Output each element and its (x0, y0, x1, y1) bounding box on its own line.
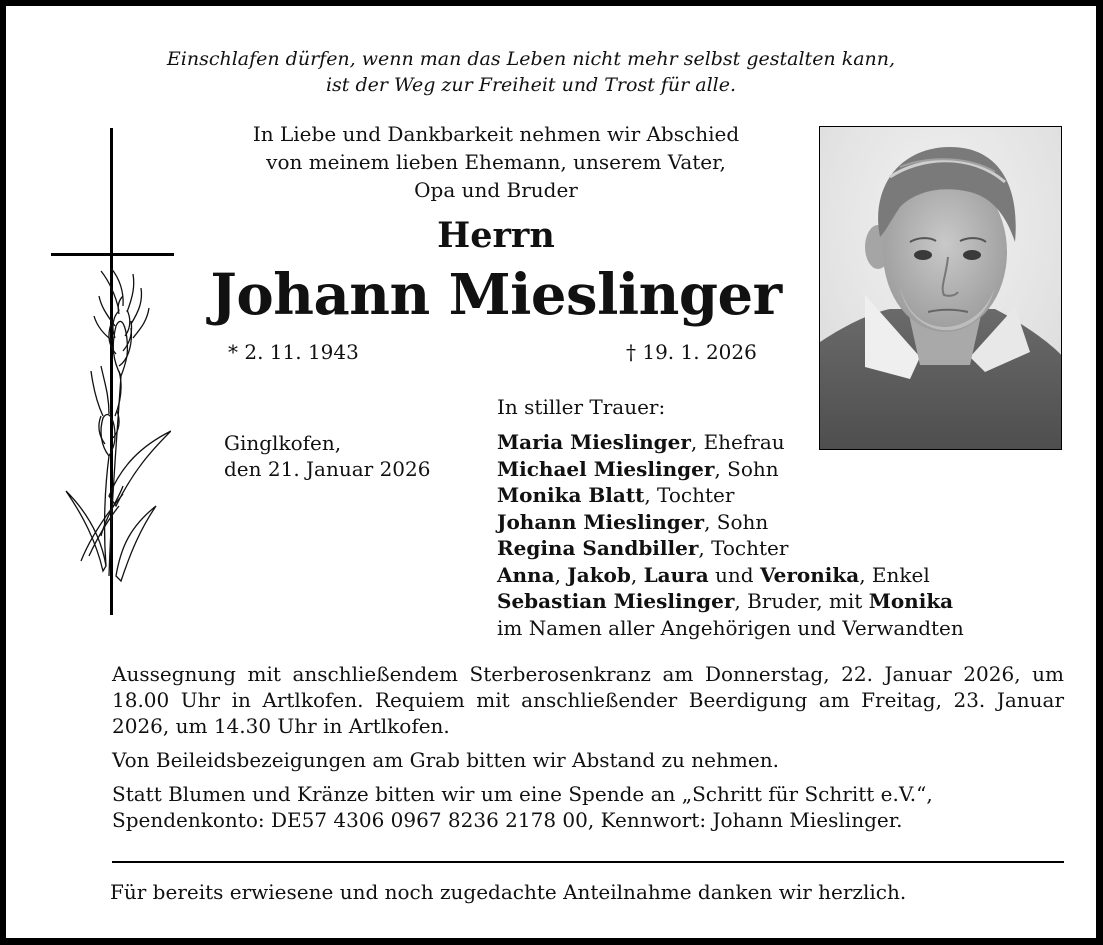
mourner-name: Monika Blatt (497, 483, 645, 507)
partner-name: Monika (868, 589, 954, 613)
condolence-note: Von Beileidsbezeigungen am Grab bitten wir Abstand zu nehmen. (112, 748, 779, 772)
funeral-details: Aussegnung mit anschließendem Sterberosenkranz am Donnerstag, 22. Januar 2026, um 18.00 Uhr in Artlkofen. Requiem mit anschließender Beerdigung am Freitag, 23. Januar 2026, um 14.30 Uhr in Artlkofen. (112, 662, 1064, 738)
wheat-icon (61, 266, 171, 596)
divider (112, 861, 1064, 863)
mourner-row (497, 456, 964, 483)
place-date (224, 430, 430, 482)
grandchild-name: Veronika (759, 562, 860, 587)
separator: , (630, 562, 644, 587)
donation-line-1: Statt Blumen und Kränze bitten wir um eine Spende an „Schritt für Schritt e.V.“, (112, 782, 933, 806)
motto (106, 46, 956, 98)
date: den 21. Januar 2026 (224, 457, 431, 481)
separator: und (708, 562, 760, 587)
mourner-row-brother (497, 588, 964, 615)
grandchild-name: Jakob (567, 562, 631, 587)
mourner-name: Regina Sandbiller (497, 536, 699, 560)
mourner-relation: , Tochter (644, 483, 735, 507)
deceased-name: Johann Mieslinger (210, 262, 782, 328)
place: Ginglkofen, (224, 431, 342, 455)
thanks-note: Für bereits erwiesene und noch zugedachte Anteilnahme danken wir herzlich. (110, 880, 907, 904)
mourners-heading: In stiller Trauer: (497, 395, 666, 419)
separator: , (554, 562, 568, 587)
motto-line-1: Einschlafen dürfen, wenn man das Leben nicht mehr selbst gestalten kann, (166, 48, 896, 70)
mourner-relation: , Sohn (704, 509, 769, 534)
death-date: † 19. 1. 2026 (626, 340, 757, 364)
donation-note (112, 781, 1064, 833)
birth-date: * 2. 11. 1943 (228, 340, 359, 364)
intro-line-2: von meinem lieben Ehemann, unserem Vater, (266, 150, 726, 174)
mourner-relation: , Enkel (859, 562, 930, 587)
mourner-name: Johann Mieslinger (497, 509, 705, 534)
cross-icon-beam (51, 253, 174, 256)
mourner-name: Michael Mieslinger (497, 456, 715, 481)
mourners-list (497, 429, 964, 641)
portrait-photo (819, 126, 1062, 450)
service-info (112, 661, 1064, 841)
mourner-name: Maria Mieslinger (497, 430, 691, 454)
mourner-relation: , Bruder, mit (734, 589, 869, 613)
intro-line-1: In Liebe und Dankbarkeit nehmen wir Abschied (252, 122, 740, 146)
intro-line-3: Opa und Bruder (414, 178, 578, 202)
donation-line-2: Spendenkonto: DE57 4306 0967 8236 2178 00, Kennwort: Johann Mieslinger. (112, 808, 903, 832)
mourner-name: Sebastian Mieslinger (497, 589, 735, 613)
salutation: Herrn (437, 215, 555, 256)
mourner-row (497, 509, 964, 536)
intro-text (206, 120, 786, 204)
motto-line-2: ist der Weg zur Freiheit und Trost für alle. (325, 74, 737, 96)
mourner-row (497, 429, 964, 456)
portrait-image (820, 127, 1062, 450)
mourner-relation: , Sohn (714, 456, 779, 481)
mourner-row (497, 482, 964, 509)
grandchild-name: Laura (643, 562, 709, 587)
mourner-row (497, 535, 964, 562)
mourner-relation: , Tochter (698, 536, 789, 560)
grandchild-name: Anna (497, 562, 555, 587)
mourner-row-grandchildren (497, 562, 964, 589)
mourners-closing: im Namen aller Angehörigen und Verwandten (497, 615, 964, 640)
mourner-relation: , Ehefrau (690, 430, 785, 454)
